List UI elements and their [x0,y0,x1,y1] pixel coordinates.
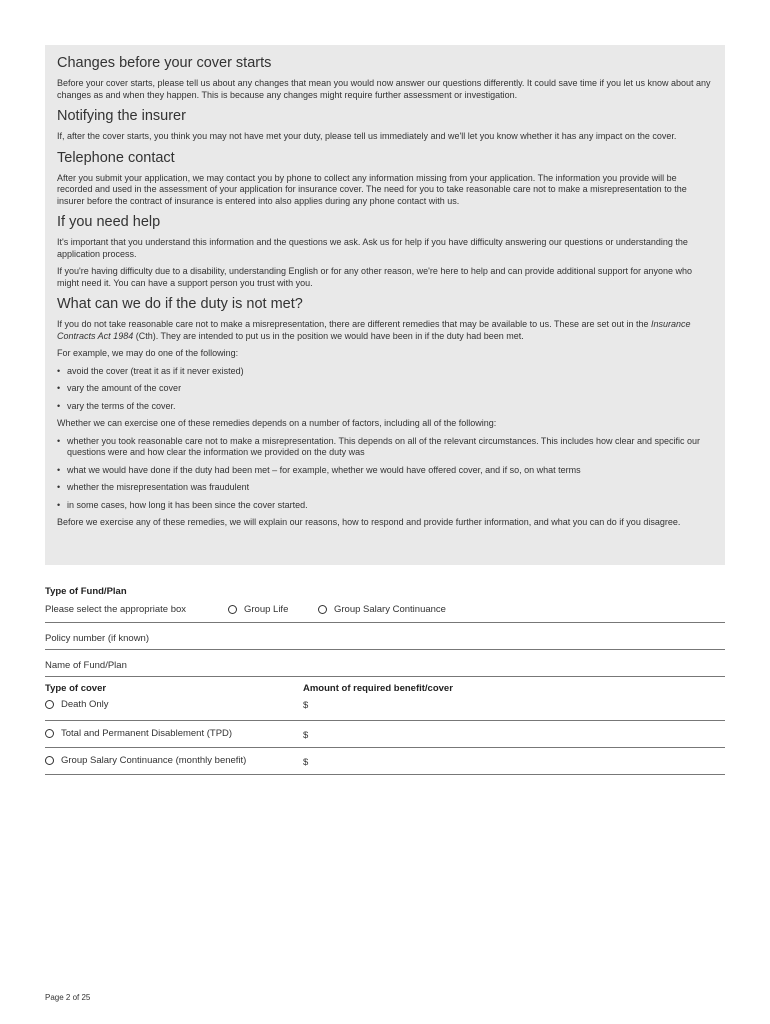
act-name: Insurance Contracts Act 1984 [57,319,691,341]
cover-row [45,721,725,748]
section-heading: Changes before your cover starts [57,55,272,71]
remedies-list [57,366,713,413]
duty-closing: Before we exercise any of these remedies, we will explain our reasons, how to respond and provide further information, and what you can do if you disagree. [57,517,681,527]
radio-icon[interactable] [45,729,54,738]
section-heading: Telephone contact [57,149,175,166]
group-life-option[interactable] [228,604,288,615]
salary-continuance-option[interactable] [45,755,246,766]
cover-type-header: Type of cover [45,683,107,694]
select-label: Please select the appropriate box [45,604,187,615]
radio-icon[interactable] [45,700,54,709]
option-label: Total and Permanent Disablement (TPD) [61,728,233,739]
amount-input[interactable]: $ [303,700,309,711]
radio-icon[interactable] [318,605,327,614]
list-item: • vary the amount of the cover [57,383,713,395]
list-item: • whether you took reasonable care not to make a misrepresentation. This depends on all of the relevant circumstances. This includes how clear and specific our questions were and how clear the information we provided on the duty was [57,436,713,459]
list-item: • in some cases, how long it has been since the cover started. [57,500,713,512]
fund-plan-form [45,585,725,775]
list-item: • vary the terms of the cover. [57,401,713,413]
amount-header: Amount of required benefit/cover [303,683,453,694]
group-salary-continuance-option[interactable] [318,604,446,615]
plan-select-row [45,599,725,623]
radio-icon[interactable] [228,605,237,614]
page-number: Page 2 of 25 [45,993,91,1002]
amount-input[interactable]: $ [303,757,309,768]
duty-intro-text: (Cth). They are intended to put us in the position we would have been in if the duty had been met. [133,330,524,341]
option-label: Group Salary Continuance [334,604,446,615]
section-text: It's important that you understand this information and the questions we ask. Ask us for help if you have difficulty answering our questions or understanding the application process. [57,237,688,259]
section-heading: What can we do if the duty is not met? [57,296,303,312]
duty-of-disclosure-panel [45,45,725,565]
list-item: • whether the misrepresentation was fraudulent [57,482,713,494]
form-title: Type of Fund/Plan [45,586,127,597]
field-label: Policy number (if known) [45,633,150,644]
factors-intro: Whether we can exercise one of these remedies depends on a number of factors, including all of the following: [57,418,497,428]
duty-example: For example, we may do one of the following: [57,348,239,358]
cover-row [45,699,725,721]
duty-intro [57,319,713,342]
section-text: Before your cover starts, please tell us about any changes that mean you would now answer our questions differently. It could save time if you let us know about any changes as and when they happen. This is because any changes might require further assessment or investigation. [57,78,711,100]
section-text: After you submit your application, we may contact you by phone to collect any information missing from your application. The information you provide will be recorded and used in the assessment of your application for insurance cover. The need for you to take reasonable care not to make a misrepresentation to the insurer before the contract of insurance is entered into also applies during any phone contact with us. [57,172,687,206]
section-heading: If you need help [57,214,161,230]
list-item: • what we would have done if the duty had been met – for example, whether we would have offered cover, and if so, on what terms [57,465,713,477]
option-label: Death Only [61,699,109,710]
fund-name-field[interactable] [45,650,725,677]
tpd-option[interactable] [45,728,232,739]
section-text: If you're having difficulty due to a disability, understanding English or for any other reason, we're here to help and can provide additional support for anyone who might need it. You can have a support person you trust with you. [57,266,692,288]
option-label: Group Life [244,604,289,615]
duty-intro-text: If you do not take reasonable care not to make a misrepresentation, there are different remedies that may be available to us. These are set out in the [57,319,652,329]
field-label: Name of Fund/Plan [45,660,127,671]
list-item: • avoid the cover (treat it as if it never existed) [57,366,713,378]
radio-icon[interactable] [45,756,54,765]
policy-number-field[interactable] [45,623,725,650]
section-text: If, after the cover starts, you think you may not have met your duty, please tell us immediately and we'll let you know whether it has any impact on the cover. [57,131,677,141]
amount-input[interactable]: $ [303,730,309,741]
section-heading: Notifying the insurer [57,108,186,124]
option-label: Group Salary Continuance (monthly benefit) [61,755,247,766]
factors-list [57,436,713,512]
death-only-option[interactable] [45,699,109,710]
cover-row [45,748,725,775]
cover-header [45,677,725,699]
